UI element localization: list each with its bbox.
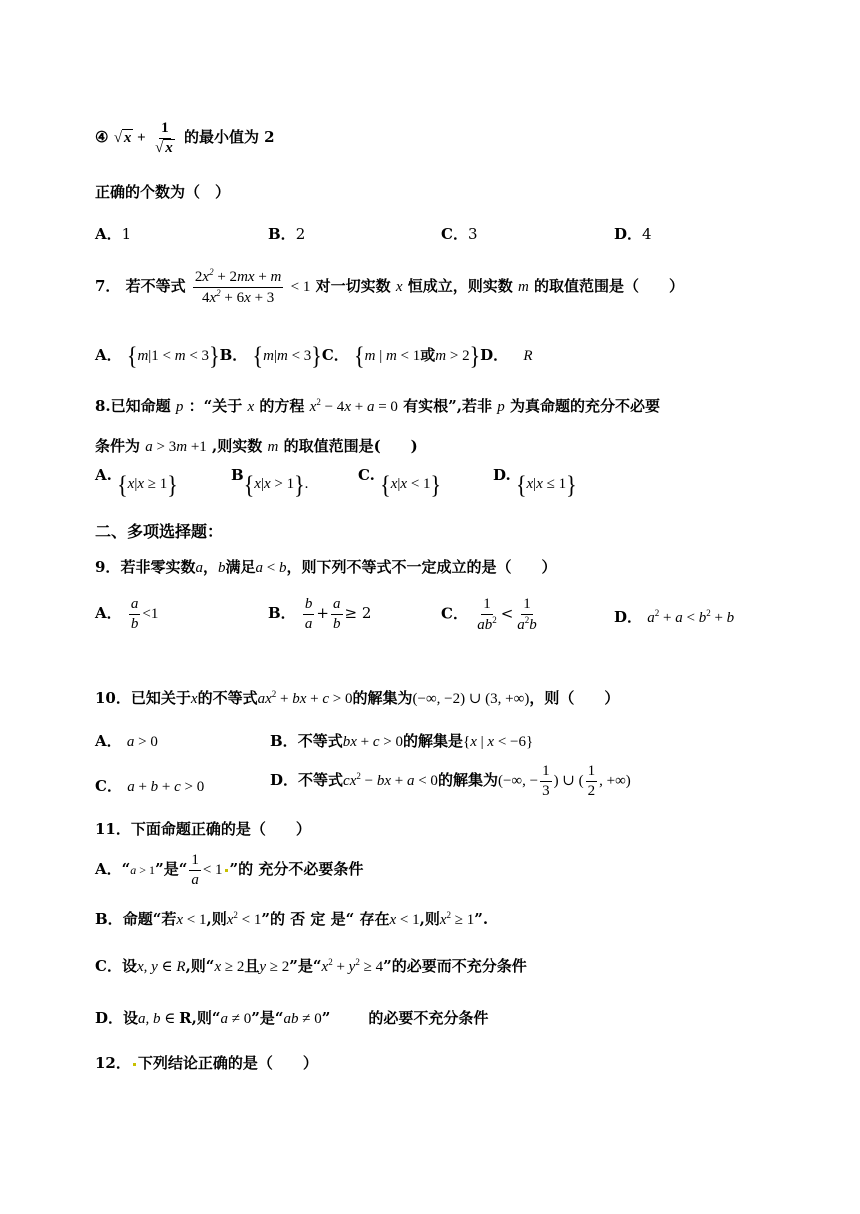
sqrt-x-expr: √ x + xyxy=(113,130,146,146)
q7-post2: 恒成立，则实数 xyxy=(407,277,513,295)
q9-option-b[interactable]: B． $\frac{b}{a}$ + $\frac{a}{b}$ ≥ 2 xyxy=(268,596,372,632)
q8-text-3: 的方程 xyxy=(259,397,305,415)
q8-option-a[interactable]: A. {x|x ≥ 1} xyxy=(95,466,178,499)
q8-text-8: 的取值范围是( ) xyxy=(283,437,418,455)
q7-var-x: x xyxy=(395,279,403,295)
item-4 xyxy=(95,120,275,156)
q11-option-d[interactable]: D．设a, b ∈ R,则“a ≠ 0”是“ab ≠ 0” 的必要不充分条件 xyxy=(95,1009,489,1027)
q11-option-c[interactable]: C．设x, y ∈ R,则“x ≥ 2且y ≥ 2”是“$x^2 + y^2 \ge 4$”的必要而不充分条件 xyxy=(95,957,527,975)
q10-option-b[interactable]: B．不等式bx + c > 0的解集是{x | x < −6} xyxy=(270,732,534,750)
q7-post3: 的取值范围是（ ） xyxy=(534,277,685,295)
q8-text-4: 有实根”,若非 xyxy=(403,397,493,415)
q10-option-d[interactable]: D．不等式$cx^2$ − bx + a < 0的解集为(−∞, − $\frac{1}{3}$ ) ∪ ( $\frac{1}{2}$ , +∞) xyxy=(270,763,631,799)
q7-var-m: m xyxy=(517,279,529,295)
question-12: 12． 下列结论正确的是（ ） xyxy=(95,1054,318,1072)
q7-option-b[interactable]: B． {m|m < 3} xyxy=(219,341,322,370)
count-option-b[interactable]: B．2 xyxy=(268,225,306,243)
count-option-a[interactable]: A．1 xyxy=(95,225,132,243)
question-7 xyxy=(95,268,684,306)
q7-options xyxy=(95,343,533,369)
count-question: 正确的个数为（ ） xyxy=(95,183,231,201)
question-8-line2: 条件为 a > 3m +1 ,则实数 m 的取值范围是( ) xyxy=(95,437,418,455)
item-4-label: ④ xyxy=(95,128,109,146)
q7-number: 7． xyxy=(95,277,121,295)
q9-option-c[interactable]: C． $\frac{1}{ab^2}$ < $\frac{1}{a^2b}$ xyxy=(441,596,537,633)
question-11: 11．下面命题正确的是（ ） xyxy=(95,820,311,838)
q10-option-a[interactable]: A． a > 0 xyxy=(95,732,158,750)
q7-fraction: $\frac{2x^2 + 2mx + m}{4x^2 + 6x + 3}$ xyxy=(194,267,282,306)
q7-lt-one: < 1 xyxy=(290,279,311,295)
q7-post: 对一切实数 xyxy=(315,277,391,295)
q11-option-a[interactable]: A．“a > 1”是“ $\frac{1}{a}$ < 1 ”的 充分不必要条件 xyxy=(95,852,364,888)
q8-text-6: 条件为 xyxy=(95,437,141,455)
section-heading: 二、多项选择题： xyxy=(95,522,224,541)
q8-text-1: 8.已知命题 xyxy=(95,397,171,415)
q8-option-d[interactable]: D. {x|x ≤ 1} xyxy=(493,466,577,499)
one-over-sqrt-x: $\frac{1}{√ x}$ xyxy=(154,120,173,156)
q7-pre: 若不等式 xyxy=(125,277,186,295)
count-option-d[interactable]: D．4 xyxy=(614,225,652,243)
q8-option-b[interactable]: B{x|x > 1}. xyxy=(231,466,309,499)
q8-text-7: ,则实数 xyxy=(212,437,263,455)
question-9: 9．若非零实数a，b满足a < b，则下列不等式不一定成立的是（ ） xyxy=(95,558,557,576)
q8-text-2: ：“关于 xyxy=(188,397,243,415)
q11-option-b[interactable]: B．命题“若x < 1,则$x^2 < 1$”的 否 定 是“ 存在x < 1,则$x^2 \ge 1$”. xyxy=(95,910,489,928)
question-10: 10．已知关于x的不等式$ax^2$ + bx + c > 0的解集为(−∞, −2) ∪ (3, +∞)，则（ ） xyxy=(95,689,620,707)
q7-option-a[interactable]: A． {m|1 < m < 3} xyxy=(95,341,220,370)
q7-option-c[interactable]: C． {m | m < 1或m > 2} xyxy=(321,341,481,370)
q9-option-d[interactable]: D． $a^2 + a < b^2 + b$ xyxy=(614,608,735,626)
question-8-line1: 8.已知命题 p ：“关于 x 的方程 $x^2 - 4x + a = 0$ 有实根”,若非 p 为真命题的充分不必要 xyxy=(95,397,660,415)
count-option-c[interactable]: C．3 xyxy=(441,225,478,243)
item-4-text: 的最小值为 2 xyxy=(183,128,275,146)
q8-text-5: 为真命题的充分不必要 xyxy=(509,397,660,415)
q7-option-d[interactable]: D． R xyxy=(480,345,533,364)
q9-option-a[interactable]: A． $\frac{a}{b}$ <1 xyxy=(95,596,159,632)
q8-option-c[interactable]: C. {x|x < 1} xyxy=(358,466,442,499)
q10-option-c[interactable]: C． a + b + c > 0 xyxy=(95,777,205,795)
